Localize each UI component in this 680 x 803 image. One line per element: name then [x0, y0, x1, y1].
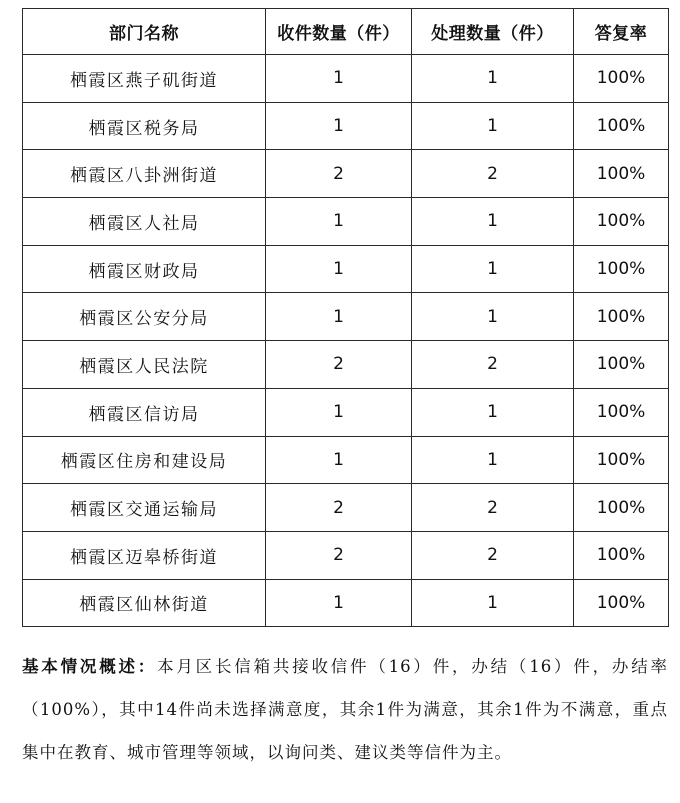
- table-header-row: [23, 9, 669, 55]
- table-row: [23, 55, 669, 103]
- cell-rate: 100%: [574, 579, 669, 627]
- cell-processed: 2: [412, 531, 574, 579]
- cell-received: 1: [266, 388, 412, 436]
- cell-rate: 100%: [574, 531, 669, 579]
- cell-processed: 1: [412, 388, 574, 436]
- cell-rate: 100%: [574, 102, 669, 150]
- cell-department: 栖霞区人社局: [23, 198, 266, 246]
- table-row: [23, 436, 669, 484]
- summary-text: 本月区长信箱共接收信件（16）件，办结（16）件，办结率（100%），其中14件尚未选择满意度，其余1件为满意，其余1件为不满意，重点集中在教育、城市管理等领域，以询问类、建议类等信件为主。: [22, 656, 668, 762]
- cell-processed: 1: [412, 245, 574, 293]
- header-reply-rate: 答复率: [574, 9, 669, 55]
- cell-processed: 1: [412, 198, 574, 246]
- table-row: [23, 579, 669, 627]
- cell-department: 栖霞区税务局: [23, 102, 266, 150]
- cell-received: 1: [266, 55, 412, 103]
- cell-rate: 100%: [574, 484, 669, 532]
- header-processed-count: 处理数量（件）: [412, 9, 574, 55]
- summary-lead: 基本情况概述：: [22, 656, 158, 676]
- header-received-count: 收件数量（件）: [266, 9, 412, 55]
- cell-received: 1: [266, 198, 412, 246]
- cell-department: 栖霞区燕子矶街道: [23, 55, 266, 103]
- table-row: [23, 531, 669, 579]
- cell-processed: 2: [412, 150, 574, 198]
- cell-department: 栖霞区八卦洲街道: [23, 150, 266, 198]
- cell-received: 1: [266, 293, 412, 341]
- header-department: 部门名称: [23, 9, 266, 55]
- cell-processed: 1: [412, 55, 574, 103]
- cell-rate: 100%: [574, 198, 669, 246]
- cell-received: 2: [266, 531, 412, 579]
- table-row: [23, 102, 669, 150]
- cell-department: 栖霞区交通运输局: [23, 484, 266, 532]
- cell-received: 1: [266, 102, 412, 150]
- cell-department: 栖霞区财政局: [23, 245, 266, 293]
- cell-department: 栖霞区迈皋桥街道: [23, 531, 266, 579]
- cell-processed: 1: [412, 293, 574, 341]
- cell-processed: 1: [412, 579, 574, 627]
- cell-received: 2: [266, 341, 412, 389]
- summary-paragraph: [22, 645, 668, 774]
- table-row: [23, 484, 669, 532]
- cell-rate: 100%: [574, 436, 669, 484]
- cell-processed: 2: [412, 341, 574, 389]
- cell-processed: 2: [412, 484, 574, 532]
- table-body: [23, 55, 669, 627]
- table-row: [23, 341, 669, 389]
- cell-rate: 100%: [574, 293, 669, 341]
- table-row: [23, 293, 669, 341]
- cell-department: 栖霞区仙林街道: [23, 579, 266, 627]
- cell-rate: 100%: [574, 245, 669, 293]
- cell-received: 1: [266, 579, 412, 627]
- cell-received: 1: [266, 436, 412, 484]
- cell-received: 2: [266, 150, 412, 198]
- cell-rate: 100%: [574, 388, 669, 436]
- table-row: [23, 198, 669, 246]
- table-row: [23, 245, 669, 293]
- cell-processed: 1: [412, 436, 574, 484]
- cell-department: 栖霞区人民法院: [23, 341, 266, 389]
- cell-rate: 100%: [574, 55, 669, 103]
- cell-received: 2: [266, 484, 412, 532]
- cell-processed: 1: [412, 102, 574, 150]
- cell-rate: 100%: [574, 150, 669, 198]
- cell-received: 1: [266, 245, 412, 293]
- reply-statistics-table: [22, 8, 669, 627]
- cell-department: 栖霞区信访局: [23, 388, 266, 436]
- table-row: [23, 388, 669, 436]
- cell-rate: 100%: [574, 341, 669, 389]
- table-row: [23, 150, 669, 198]
- cell-department: 栖霞区住房和建设局: [23, 436, 266, 484]
- cell-department: 栖霞区公安分局: [23, 293, 266, 341]
